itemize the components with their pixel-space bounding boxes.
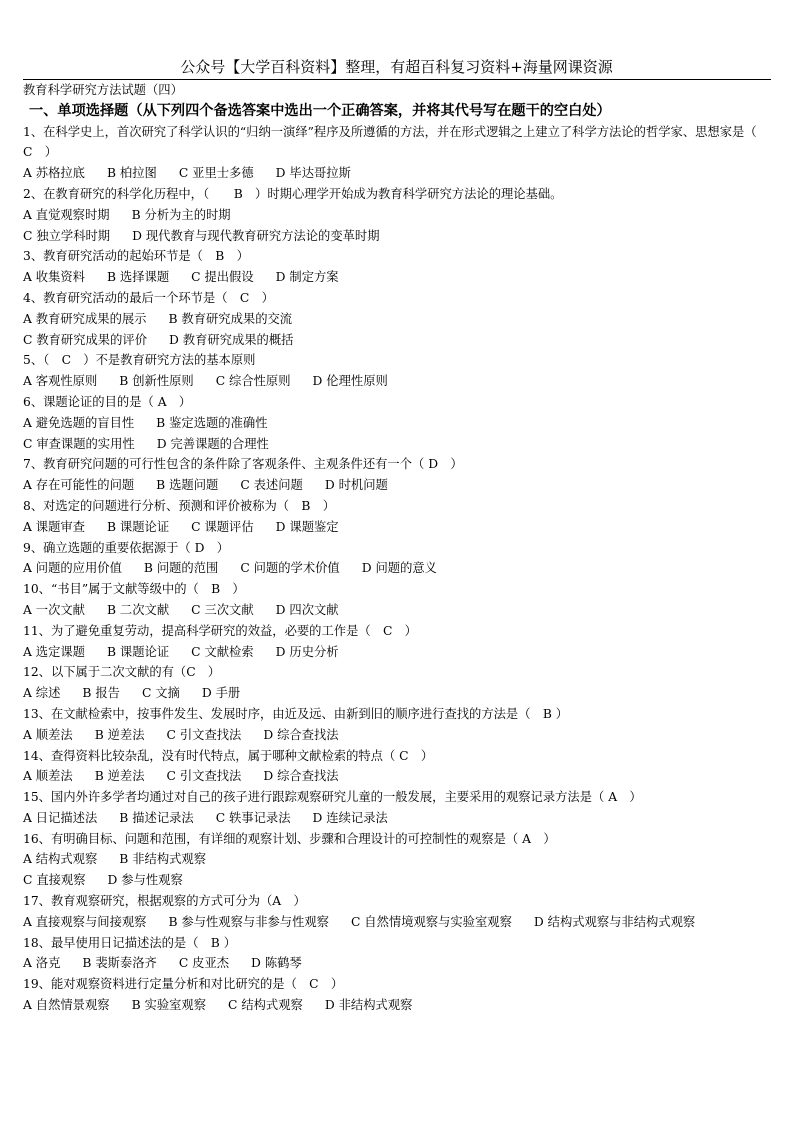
option-d: D 参与性观察 <box>107 873 183 888</box>
option-b: B 创新性原则 <box>119 374 194 389</box>
option-c: C 引文查找法 <box>166 727 242 742</box>
option-c: C 引文查找法 <box>166 769 242 784</box>
option-c: C 审查课题的实用性 <box>23 436 135 451</box>
option-a: A 问题的应用价值 <box>23 561 122 576</box>
option-b: B 教育研究成果的交流 <box>168 311 293 326</box>
options-row <box>23 330 775 351</box>
option-c: C 提出假设 <box>191 270 254 285</box>
question-list <box>23 122 775 1016</box>
option-a: A 苏格拉底 <box>23 166 85 181</box>
option-c: C 皮亚杰 <box>178 956 230 971</box>
option-a: A 顺差法 <box>23 727 73 742</box>
options-row <box>23 267 775 288</box>
question-stem: 10、“书目”属于文献等级中的（ B ） <box>23 582 245 597</box>
option-b: B 参与性观察与非参与性观察 <box>168 914 329 929</box>
option-b: B 选择课题 <box>106 270 170 285</box>
option-a: A 避免选题的盲目性 <box>23 415 135 430</box>
question-stem: 18、最早使用日记描述法的是（ B ） <box>23 935 237 950</box>
option-d: D 连续记录法 <box>312 810 388 825</box>
option-a: A 选定课题 <box>23 644 85 659</box>
option-b: B 选题问题 <box>156 478 219 493</box>
option-b: B 鉴定选题的准确性 <box>156 415 268 430</box>
question-stem: 16、有明确目标、问题和范围，有详细的观察计划、步骤和合理设计的可控制性的观察是（ A ） <box>23 831 556 846</box>
option-d: D 陈鹤琴 <box>251 956 302 971</box>
option-c: C 轶事记录法 <box>215 810 291 825</box>
option-a: A 综述 <box>23 686 61 701</box>
question-stem: 4、教育研究活动的最后一个环节是（ C ） <box>23 290 274 305</box>
option-a: A 顺差法 <box>23 769 73 784</box>
option-b: B 问题的范围 <box>143 561 219 576</box>
option-c: C 自然情境观察与实验室观察 <box>350 914 512 929</box>
option-b: B 报告 <box>82 686 120 701</box>
question-stem: 12、以下属于二次文献的有（C ） <box>23 665 221 680</box>
question-stem: 9、确立选题的重要依据源于（ D ） <box>23 540 230 555</box>
option-d: D 非结构式观察 <box>324 998 413 1013</box>
question-stem: 13、在文献检索中，按事件发生、发展时序，由近及远、由新到旧的顺序进行查找的方法是（ B ） <box>23 706 569 721</box>
options-row <box>23 766 775 787</box>
options-row <box>23 163 775 184</box>
option-b: B 分析为主的时期 <box>131 207 231 222</box>
option-b: B 描述记录法 <box>119 810 194 825</box>
option-c: C 教育研究成果的评价 <box>23 332 147 347</box>
question-stem: 19、能对观察资料进行定量分析和对比研究的是（ C ） <box>23 977 344 992</box>
options-row <box>23 683 775 704</box>
page-header: 公众号【大学百科资料】整理，有超百科复习资料+海量网课资源 <box>180 58 613 76</box>
options-row <box>23 475 775 496</box>
option-c: C 直接观察 <box>23 873 86 888</box>
question-stem: 7、教育研究问题的可行性包含的条件除了客观条件、主观条件还有一个（ D ） <box>23 457 463 472</box>
options-row <box>23 912 775 933</box>
option-c: C 文献检索 <box>191 644 254 659</box>
option-a: A 课题审查 <box>23 519 85 534</box>
option-a: A 结构式观察 <box>23 852 98 867</box>
option-b: B 裴斯泰洛齐 <box>82 956 157 971</box>
option-b: B 课题论证 <box>106 519 170 534</box>
option-c: C 综合性原则 <box>215 374 291 389</box>
option-d: D 课题鉴定 <box>275 519 339 534</box>
option-b: B 课题论证 <box>106 644 170 659</box>
question-stem: 15、国内外许多学者均通过对自己的孩子进行跟踪观察研究儿童的一般发展，主要采用的观察记录方法是（ A ） <box>23 790 642 805</box>
option-b: B 逆差法 <box>94 769 145 784</box>
option-d: D 四次文献 <box>275 602 339 617</box>
option-c: C 课题评估 <box>191 519 254 534</box>
option-d: D 伦理性原则 <box>312 374 388 389</box>
option-a: A 教育研究成果的展示 <box>23 311 147 326</box>
option-c: C 表述问题 <box>240 478 303 493</box>
question-stem: 17、教育观察研究，根据观察的方式可分为（A ） <box>23 894 306 909</box>
option-a: A 洛克 <box>23 956 61 971</box>
question-stem: 14、查得资料比较杂乱，没有时代特点，属于哪种文献检索的特点（ C ） <box>23 748 434 763</box>
options-row <box>23 226 775 247</box>
option-d: D 教育研究成果的概括 <box>169 332 294 347</box>
option-d: D 完善课题的合理性 <box>156 436 269 451</box>
option-a: A 客观性原则 <box>23 374 98 389</box>
option-a: A 日记描述法 <box>23 810 98 825</box>
option-d: D 时机问题 <box>324 478 388 493</box>
option-d: D 问题的意义 <box>361 561 437 576</box>
options-row <box>23 725 775 746</box>
option-c: C 亚里士多德 <box>178 166 254 181</box>
options-row <box>23 808 775 829</box>
option-b: B 柏拉图 <box>106 166 157 181</box>
options-row <box>23 413 775 434</box>
option-d: D 综合查找法 <box>263 769 339 784</box>
options-row <box>23 371 775 392</box>
question-stem: 1、在科学史上，首次研究了科学认识的“归纳一演绎”程序及所遵循的方法，并在形式逻辑之上建立了科学方法论的哲学家、思想家是（ C ） <box>23 124 769 160</box>
option-c: C 问题的学术价值 <box>240 561 340 576</box>
option-a: A 自然情景观察 <box>23 998 110 1013</box>
option-d: D 毕达哥拉斯 <box>275 166 351 181</box>
option-b: B 非结构式观察 <box>119 852 207 867</box>
option-d: D 手册 <box>201 686 241 701</box>
option-d: D 历史分析 <box>275 644 339 659</box>
question-stem: 11、为了避免重复劳动，提高科学研究的效益，必要的工作是（ C ） <box>23 623 417 638</box>
option-b: B 实验室观察 <box>131 998 207 1013</box>
option-d: D 结构式观察与非结构式观察 <box>533 914 696 929</box>
question-stem: 3、教育研究活动的起始环节是（ B ） <box>23 249 249 264</box>
question-stem: 5、（ C ）不是教育研究方法的基本原则 <box>23 353 256 368</box>
option-a: A 存在可能性的问题 <box>23 478 135 493</box>
option-d: D 现代教育与现代教育研究方法论的变革时期 <box>132 228 380 243</box>
question-stem: 6、课题论证的目的是（ A ） <box>23 394 192 409</box>
question-stem: 8、对选定的问题进行分析、预测和评价被称为（ B ） <box>23 498 335 513</box>
options-row <box>23 870 775 891</box>
option-c: C 文摘 <box>141 686 180 701</box>
option-a: A 直觉观察时期 <box>23 207 110 222</box>
section-title: 一、单项选择题（从下列四个备选答案中选出一个正确答案，并将其代号写在题干的空白处） <box>29 102 611 119</box>
options-row <box>23 849 775 870</box>
options-row <box>23 642 775 663</box>
option-a: A 直接观察与间接观察 <box>23 914 147 929</box>
options-row <box>23 309 775 330</box>
option-b: B 二次文献 <box>106 602 170 617</box>
document-body <box>23 80 775 1016</box>
option-a: A 一次文献 <box>23 602 85 617</box>
option-c: C 独立学科时期 <box>23 228 111 243</box>
options-row <box>23 953 775 974</box>
options-row <box>23 995 775 1016</box>
options-row <box>23 205 775 226</box>
question-stem: 2、在教育研究的科学化历程中，（ B ）时期心理学开始成为教育科学研究方法论的理论基础。 <box>23 186 563 201</box>
option-d: D 制定方案 <box>275 270 339 285</box>
option-c: C 结构式观察 <box>228 998 303 1013</box>
option-d: D 综合查找法 <box>263 727 339 742</box>
options-row <box>23 434 775 455</box>
document-title: 教育科学研究方法试题（四） <box>23 83 183 97</box>
option-a: A 收集资料 <box>23 270 85 285</box>
option-c: C 三次文献 <box>191 602 254 617</box>
option-b: B 逆差法 <box>94 727 145 742</box>
options-row <box>23 600 775 621</box>
options-row <box>23 517 775 538</box>
options-row <box>23 558 775 579</box>
